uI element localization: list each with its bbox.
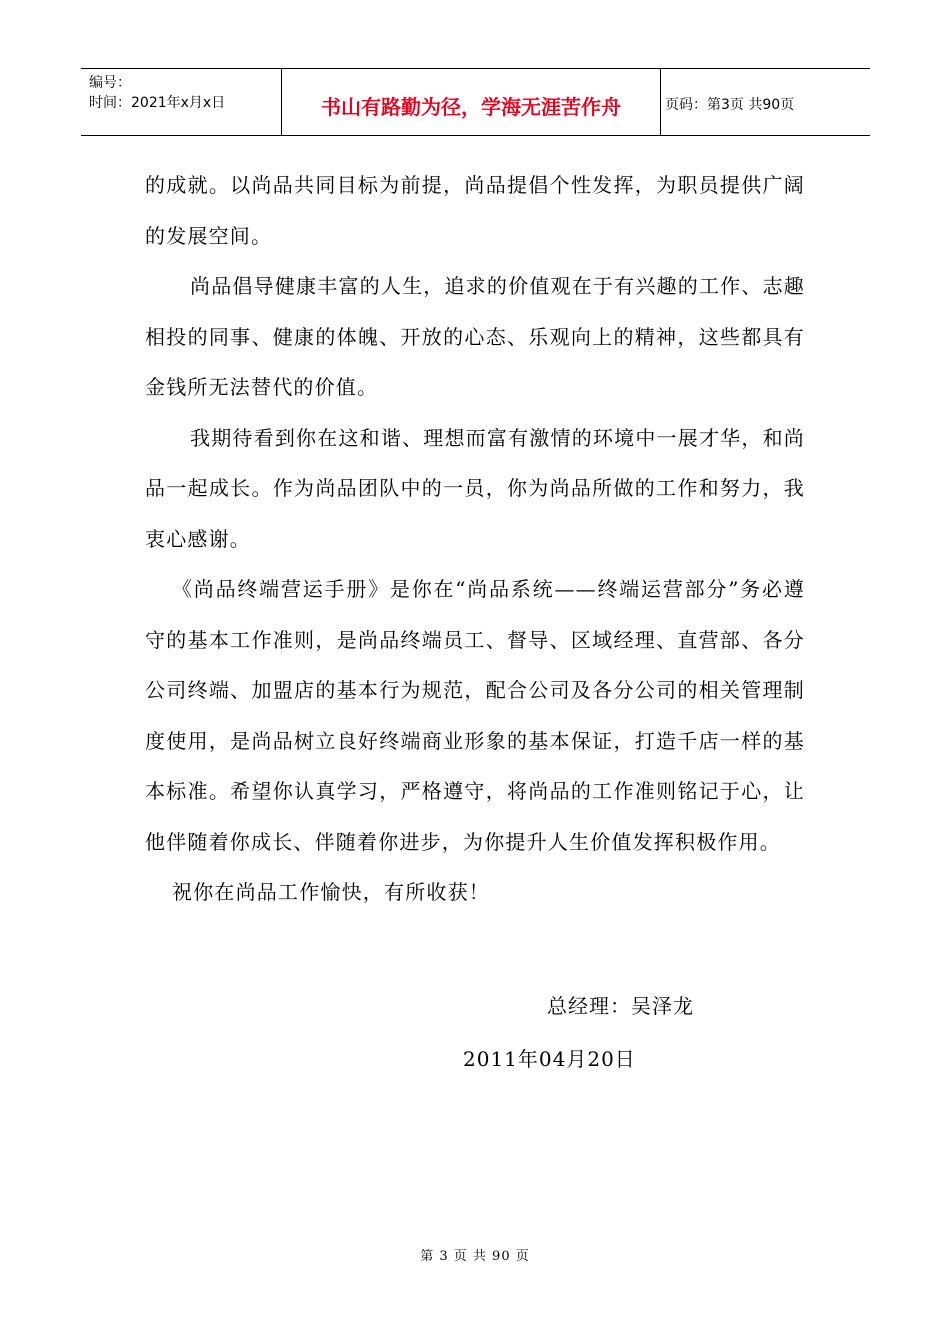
paragraph-4: 《尚品终端营运手册》是你在“尚品系统——终端运营部分”务必遵守的基本工作准则，是尚品终端员工、督导、区域经理、直营部、各分公司终端、加盟店的基本行为规范，配合公司及各分公司的相关管理制度使用，是尚品树立良好终端商业形象的基本保证，打造千店一样的基本标准。希望你认真学习，严格遵守，将尚品的工作准则铭记于心，让他伴随着你成长、伴随着你进步，为你提升人生价值发挥积极作用。 [145,577,805,854]
paragraph-2: 尚品倡导健康丰富的人生，追求的价值观在于有兴趣的工作、志趣相投的同事、健康的体魄、开放的心态、乐观向上的精神，这些都具有金钱所无法替代的价值。 [145,274,805,399]
paragraph-3: 我期待看到你在这和谐、理想而富有激情的环境中一展才华，和尚品一起成长。作为尚品团队中的一员，你为尚品所做的工作和努力，我衷心感谢。 [145,425,805,551]
page-header [81,68,870,136]
signature: 总经理：吴泽龙 [547,994,694,1018]
letter-body [145,160,805,918]
page-footer: 第 3 页 共 90 页 [420,1249,530,1264]
paragraph-5: 祝你在尚品工作愉快，有所收获！ [172,880,490,904]
paragraph-1: 的成就。以尚品共同目标为前提，尚品提倡个性发挥，为职员提供广阔的发展空间。 [145,173,805,248]
header-page-number: 页码：第3页 共90页 [665,97,795,113]
header-motto: 书山有路勤为径，学海无涯苦作舟 [282,69,661,135]
doc-time-label: 时间：2021年x月x日 [89,95,226,111]
header-meta [81,69,282,135]
signature-date: 2011年04月20日 [463,1047,636,1071]
doc-number-label: 编号： [89,75,131,91]
